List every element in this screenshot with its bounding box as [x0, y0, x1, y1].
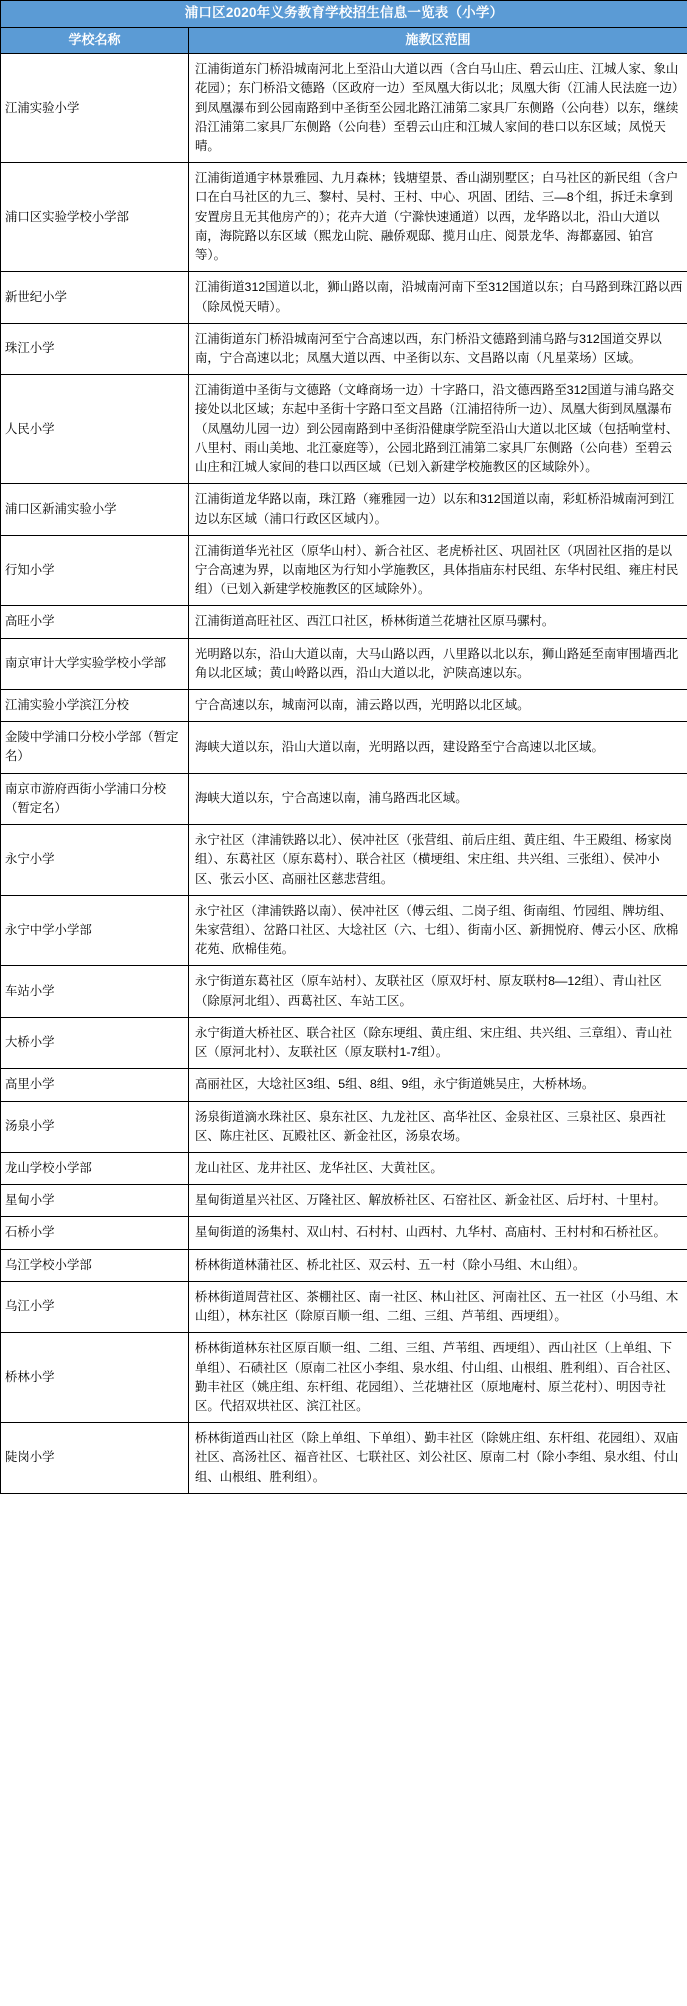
school-name-cell: 石桥小学 [1, 1217, 189, 1249]
school-range-cell: 江浦街道东门桥沿城南河北上至沿山大道以西（含白马山庄、碧云山庄、江城人家、象山花园）；东门桥沿文德路（区政府一边）至凤凰大街以北；凤凰大街（江浦人民法庭一边）到凤凰瀑布到公园南路到中圣街至公园北路江浦第二家具厂东侧路（公向巷）以东，继续沿江浦第二家具厂东侧路（公向巷）至碧云山庄和江城人家间的巷口以东区域；凤悦天晴。 [189, 54, 687, 163]
school-range-cell: 桥林街道林蒲社区、桥北社区、双云村、五一村（除小马组、木山组）。 [189, 1249, 687, 1281]
school-name-cell: 南京审计大学实验学校小学部 [1, 638, 189, 689]
school-name-cell: 乌江小学 [1, 1281, 189, 1332]
school-name-cell: 新世纪小学 [1, 272, 189, 323]
table-row [1, 1101, 687, 1152]
school-range-cell: 永宁社区（津浦铁路以南）、侯冲社区（傅云组、二岗子组、街南组、竹园组、牌坊组、朱家营组）、岔路口社区、大埝社区（六、七组）、街南小区、新拥悦府、傅云小区、欣棉花苑、欣棉佳苑。 [189, 895, 687, 966]
table-row [1, 1423, 687, 1494]
table-row [1, 773, 687, 824]
school-name-cell: 金陵中学浦口分校小学部（暂定名） [1, 722, 189, 773]
school-range-cell: 汤泉街道滴水珠社区、泉东社区、九龙社区、高华社区、金泉社区、三泉社区、泉西社区、陈庄社区、瓦殿社区、新金社区，汤泉农场。 [189, 1101, 687, 1152]
school-range-cell: 江浦街道东门桥沿城南河至宁合高速以西，东门桥沿文德路到浦乌路与312国道交界以南，宁合高速以北；凤凰大道以西、中圣街以东、文昌路以南（凡星菜场）区域。 [189, 323, 687, 374]
table-header-row [1, 27, 687, 53]
school-name-cell: 大桥小学 [1, 1017, 189, 1068]
school-name-cell: 南京市游府西街小学浦口分校（暂定名） [1, 773, 189, 824]
table-row [1, 606, 687, 638]
table-row [1, 323, 687, 374]
school-range-cell: 江浦街道中圣街与文德路（文峰商场一边）十字路口，沿文德西路至312国道与浦乌路交接处以北区域；东起中圣街十字路口至文昌路（江浦招待所一边）、凤凰大街到凤凰瀑布（凤凰幼儿园一边）到公园南路到中圣街沿健康学院至沿山大道以北区域（包括响堂村、八里村、雨山美地、北江豪庭等），公园北路到江浦第二家具厂东侧路（公向巷）至碧云山庄和江城人家间的巷口以西区域（已划入新建学校施教区的区域除外）。 [189, 375, 687, 484]
school-name-cell: 乌江学校小学部 [1, 1249, 189, 1281]
table-row [1, 825, 687, 896]
school-range-cell: 江浦街道龙华路以南，珠江路（雍雅园一边）以东和312国道以南，彩虹桥沿城南河到江边以东区域（浦口行政区区域内）。 [189, 484, 687, 535]
school-range-cell: 光明路以东，沿山大道以南，大马山路以西，八里路以北以东，狮山路延至南审围墙西北角以北区域；黄山岭路以西，沿山大道以北，沪陕高速以东。 [189, 638, 687, 689]
school-name-cell: 星甸小学 [1, 1185, 189, 1217]
column-header-school-name: 学校名称 [1, 27, 189, 53]
school-name-cell: 浦口区新浦实验小学 [1, 484, 189, 535]
school-range-cell: 星甸街道的汤集村、双山村、石村村、山西村、九华村、高庙村、王村村和石桥社区。 [189, 1217, 687, 1249]
school-range-cell: 宁合高速以东，城南河以南，浦云路以西，光明路以北区域。 [189, 690, 687, 722]
table-row [1, 1333, 687, 1423]
table-row [1, 966, 687, 1017]
school-range-cell: 桥林街道林东社区原百顺一组、二组、三组、芦苇组、西埂组）、西山社区（上单组、下单组）、石碛社区（原南二社区小李组、泉水组、付山组、山根组、胜利组）、百合社区、勤丰社区（姚庄组、东杆组、花园组）、兰花塘社区（原地庵村、原兰花村）、明因寺社区。代招双垬社区、滨江社区。 [189, 1333, 687, 1423]
table-row [1, 1217, 687, 1249]
table-row [1, 1152, 687, 1184]
school-range-cell: 永宁社区（津浦铁路以北）、侯冲社区（张营组、前后庄组、黄庄组、牛王殿组、杨家岗组）、东葛社区（原东葛村）、联合社区（横埂组、宋庄组、共兴组、三张组）、侯冲小区、张云小区、高丽社区慈悲营组。 [189, 825, 687, 896]
table-row [1, 1069, 687, 1101]
table-row [1, 272, 687, 323]
school-name-cell: 珠江小学 [1, 323, 189, 374]
column-header-range: 施教区范围 [189, 27, 687, 53]
school-name-cell: 永宁小学 [1, 825, 189, 896]
school-range-cell: 海峡大道以东，宁合高速以南，浦乌路西北区域。 [189, 773, 687, 824]
table-row [1, 690, 687, 722]
school-range-cell: 江浦街道华光社区（原华山村）、新合社区、老虎桥社区、巩固社区（巩固社区指的是以宁合高速为界，以南地区为行知小学施教区，具体指庙东村民组、东华村民组、雍庄村民组）（已划入新建学校施教区的区域除外）。 [189, 535, 687, 606]
school-name-cell: 人民小学 [1, 375, 189, 484]
table-row [1, 1249, 687, 1281]
school-range-cell: 江浦街道312国道以北，狮山路以南，沿城南河南下至312国道以东；白马路到珠江路以西（除凤悦天晴）。 [189, 272, 687, 323]
school-name-cell: 桥林小学 [1, 1333, 189, 1423]
school-range-cell: 桥林街道周营社区、茶棚社区、南一社区、林山社区、河南社区、五一社区（小马组、木山组），林东社区（除原百顺一组、二组、三组、芦苇组、西埂组）。 [189, 1281, 687, 1332]
school-name-cell: 汤泉小学 [1, 1101, 189, 1152]
school-range-cell: 永宁街道大桥社区、联合社区（除东埂组、黄庄组、宋庄组、共兴组、三章组）、青山社区（原河北村）、友联社区（原友联村1-7组）。 [189, 1017, 687, 1068]
page-title: 浦口区2020年义务教育学校招生信息一览表（小学） [1, 1, 687, 28]
school-name-cell: 永宁中学小学部 [1, 895, 189, 966]
school-name-cell: 高旺小学 [1, 606, 189, 638]
school-range-cell: 江浦街道高旺社区、西江口社区，桥林街道兰花塘社区原马骡村。 [189, 606, 687, 638]
table-row [1, 1017, 687, 1068]
school-range-cell: 桥林街道西山社区（除上单组、下单组）、勤丰社区（除姚庄组、东杆组、花园组）、双庙社区、高汤社区、福音社区、七联社区、刘公社区、原南二村（除小李组、泉水组、付山组、山根组、胜利组）。 [189, 1423, 687, 1494]
table-row [1, 163, 687, 272]
table-row [1, 638, 687, 689]
school-range-cell: 江浦街道通宇林景雅园、九月森林；钱塘望景、香山湖别墅区；白马社区的新民组（含户口在白马社区的九三、黎村、吴村、王村、中心、巩固、团结、三—8个组，拆迁未拿到安置房且无其他房产的）；花卉大道（宁滁快速通道）以西，龙华路以北，沿山大道以南，海院路以东区域（熙龙山院、融侨观邸、揽月山庄、阅景龙华、海都嘉园、铂宫等）。 [189, 163, 687, 272]
table-row [1, 722, 687, 773]
school-range-cell: 海峡大道以东，沿山大道以南，光明路以西，建设路至宁合高速以北区域。 [189, 722, 687, 773]
school-range-cell: 永宁街道东葛社区（原车站村）、友联社区（原双圩村、原友联村8—12组）、青山社区（除原河北组）、西葛社区、车站工区。 [189, 966, 687, 1017]
school-name-cell: 江浦实验小学 [1, 54, 189, 163]
school-range-cell: 高丽社区，大埝社区3组、5组、8组、9组，永宁街道姚吴庄，大桥林场。 [189, 1069, 687, 1101]
school-name-cell: 陡岗小学 [1, 1423, 189, 1494]
school-range-cell: 龙山社区、龙井社区、龙华社区、大黄社区。 [189, 1152, 687, 1184]
table-row [1, 1281, 687, 1332]
table-row [1, 54, 687, 163]
school-name-cell: 行知小学 [1, 535, 189, 606]
table-row [1, 895, 687, 966]
school-name-cell: 车站小学 [1, 966, 189, 1017]
table-row [1, 484, 687, 535]
school-name-cell: 浦口区实验学校小学部 [1, 163, 189, 272]
school-name-cell: 江浦实验小学滨江分校 [1, 690, 189, 722]
table-row [1, 535, 687, 606]
school-name-cell: 高里小学 [1, 1069, 189, 1101]
table-head [1, 1, 687, 54]
table-row [1, 375, 687, 484]
school-range-cell: 星甸街道星兴社区、万隆社区、解放桥社区、石窑社区、新金社区、后圩村、十里村。 [189, 1185, 687, 1217]
table-body [1, 54, 687, 1494]
school-name-cell: 龙山学校小学部 [1, 1152, 189, 1184]
table-title-row [1, 1, 687, 28]
table-row [1, 1185, 687, 1217]
